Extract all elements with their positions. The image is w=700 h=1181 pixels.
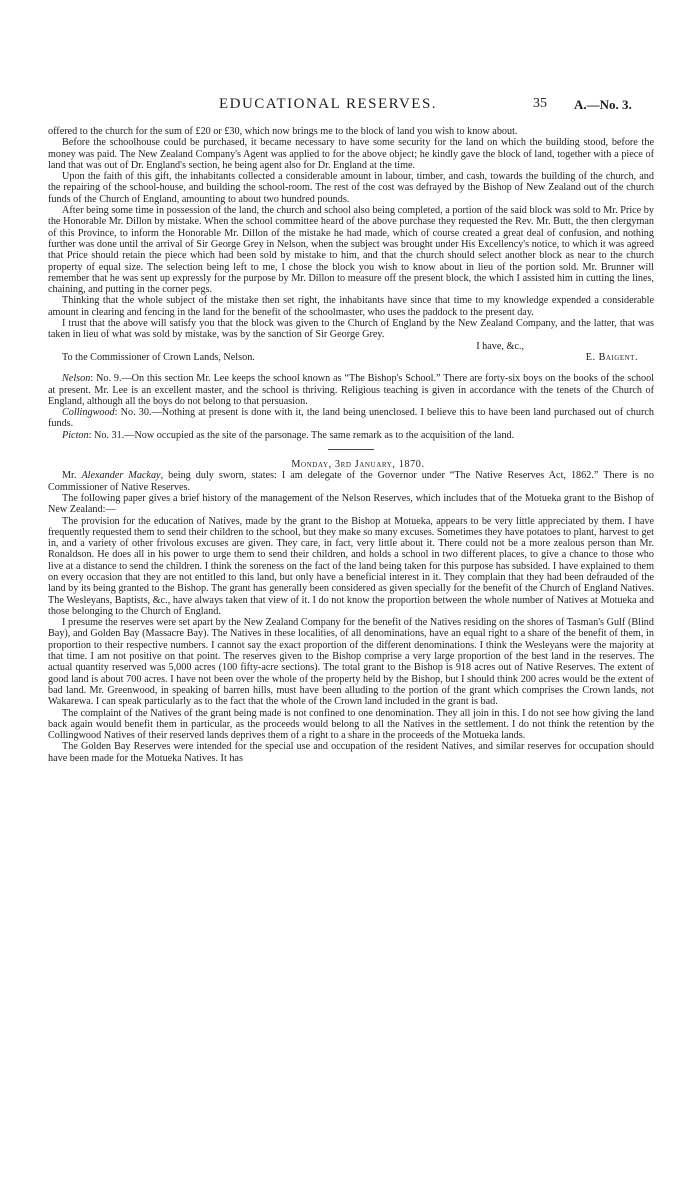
section-place: Picton bbox=[62, 429, 89, 441]
evidence-paragraph: The complaint of the Natives of the grant being made is not confined to one denomination. They all join in this. I do not see how giving the land back again would benefit them in particular, as the proceeds would belong to all the Natives in the settlement. I do not think the retention by the Collingwood Natives of their reserved lands deprives them of a right to a share in the proceeds of the Motueka lands. bbox=[48, 707, 654, 742]
section-text: : No. 31.—Now occupied as the site of the parsonage. The same remark as to the acquisition of the land. bbox=[88, 429, 515, 441]
section-entry-picton bbox=[48, 430, 654, 441]
evidence-intro bbox=[48, 470, 654, 493]
evidence-intro-prefix: Mr. bbox=[62, 470, 82, 482]
section-place: Nelson bbox=[62, 373, 91, 385]
date-heading: Monday, 3rd January, 1870. bbox=[291, 459, 425, 471]
evidence-paragraph: I presume the reserves were set apart by the New Zealand Company for the benefit of the Natives residing on the shores of Tasman's Gulf (Blind Bay), and Golden Bay (Massacre Bay). The Natives in these localities, of all denominations, have an equal right to a share of the benefit of them, in proportion to their respective numbers. I cannot say the exact proportion of the different denominations. I think the Wesleyans were the majority at that time. I am not positive on that point. The reserves given to the Bishop comprise a very large proportion of the best land in the reserves. The actual quantity reserved was 5,000 acres (100 fifty-acre sections). The total grant to the Bishop is 918 acres out of Native Reserves. The extent of good land is about 700 acres. I have not been over the whole of the property held by the Bishop, but I should think 200 acres would be the extent of bad land. Mr. Greenwood, in speaking of barren hills, must have been alluding to the portion of the grant which comprises the Crown lands, not Wakarewa. I can speak particularly as to the fact that the whole of the Crown land included in the grant is bad. bbox=[48, 617, 654, 708]
section-entry-nelson bbox=[48, 373, 654, 407]
body-text bbox=[48, 126, 654, 764]
letter-addressee: To the Commissioner of Crown Lands, Nelson. bbox=[62, 351, 255, 363]
letter-paragraph: Thinking that the whole subject of the mistake then set right, the inhabitants have since that time to my knowledge expended a considerable amount in clearing and fencing in the land for the benefit of the schoolmaster, who uses the paddock to the present day. bbox=[48, 295, 654, 318]
evidence-intro-rest: , being duly sworn, states: I am delegate of the Governor under “The Native Reserves Act, 1862.” There is no Commissioner of Native Reserves. bbox=[48, 470, 654, 493]
letter-paragraph: Before the schoolhouse could be purchased, it became necessary to have some security for the land on which the building stood, before the money was paid. The New Zealand Company's Agent was applied to for the above object; he kindly gave the block of land, together with a piece of land that was out of Dr. England's section, he being agent also for Dr. England at the time. bbox=[48, 137, 654, 171]
evidence-paragraph: The Golden Bay Reserves were intended for the special use and occupation of the resident Natives, and similar reserves for occupation should have been made for the Motueka Natives. It has bbox=[48, 741, 654, 764]
letter-paragraph: Upon the faith of this gift, the inhabitants collected a considerable amount in labour, timber, and cash, towards the building of the church, and the repairing of the school-house, and building the school-room. The rest of the cost was defrayed by the Bishop of New Zealand out of the church funds of the Church of England, amounting to about two hundred pounds. bbox=[48, 171, 654, 205]
section-text: : No. 30.—Nothing at present is done with it, the land being unenclosed. I believe this to have been land purchased out of church funds. bbox=[48, 407, 654, 430]
letter-paragraph: I trust that the above will satisfy you that the block was given to the Church of England by the New Zealand Company, and the latter, that was taken in lieu of what was sold by mistake, was by the sanction of Sir George Grey. bbox=[48, 318, 654, 341]
letter-closing: I have, &c., bbox=[476, 340, 524, 352]
section-divider bbox=[328, 449, 374, 450]
witness-name: Alexander Mackay bbox=[81, 470, 161, 482]
page-number: 35 bbox=[533, 96, 547, 111]
section-text: : No. 9.—On this section Mr. Lee keeps the school known as “The Bishop's School.” There are forty-six boys on the books of the school at present. Mr. Lee is an excellent master, and the school is thriving. Religious teaching is given in accordance with the tenets of the Church of England, although all the boys do not belong to that persuasion. bbox=[48, 373, 654, 407]
series-reference: A.—No. 3. bbox=[574, 97, 632, 112]
letter-signature: E. Baigent. bbox=[585, 351, 638, 363]
running-title: EDUCATIONAL RESERVES. bbox=[218, 96, 438, 112]
section-entry-collingwood bbox=[48, 407, 654, 430]
letter-paragraph: After being some time in possession of the land, the church and school also being completed, a portion of the said block was sold to Mr. Price by the Honorable Mr. Dillon by mistake. When the school committee heard of the above purchase they requested the Rev. Mr. Butt, the then clergyman of this Province, to inform the Honorable Mr. Dillon of the mistake he had made, which of course created a great deal of confusion, and nothing further was done until the arrival of Sir George Grey in Nelson, when the subject was brought under His Excellency's notice, to which it was agreed that Price should retain the piece which had been sold by mistake to him, and that the church should select another block as near to the church property of equal size. The selection being left to me, I chose the block you wish to know about in lieu of the portion sold. Mr. Brunner will remember that he was sent up expressly for the purpose by Mr. Dillon to measure off the present block, the which I assisted him in cutting the lines, chaining, and putting in the corner pegs. bbox=[48, 205, 654, 296]
section-place: Collingwood bbox=[62, 407, 115, 419]
evidence-paragraph: The following paper gives a brief history of the management of the Nelson Reserves, which includes that of the Motueka grant to the Bishop of New Zealand:— bbox=[48, 492, 654, 516]
letter-signature-line bbox=[48, 352, 654, 363]
evidence-paragraph: The provision for the education of Natives, made by the grant to the Bishop at Motueka, appears to be very little appreciated by them. I have frequently requested them to send their children to the school, but they make so many excuses. Sometimes they have potatoes to plant, harvest to get in, and a variety of other frivolous excuses are given. They care, in fact, very little about it. There could not be a more zealous person than Mr. Ronaldson. He does all in his power to urge them to send their children, and holds a school in two different places, to give a chance to those who live at a distance to send the children. I think the soreness on the fact of the land being taken for this purpose has subsided. I have explained to them on every occasion that they are not entitled to this land, but only have a beneficial interest in it. They complain that they had been defrauded of the land by its being granted to the Bishop. The grant has generally been considered as given specially for the benefit of the Church of England Natives. The Wesleyans, Baptists, &c., have always taken that view of it. I do not know the proportion between the whole number of Natives at Motueka and those belonging to the Church of England. bbox=[48, 515, 654, 617]
letter-paragraph: offered to the church for the sum of £20 or £30, which now brings me to the block of land you wish to know about. bbox=[48, 126, 518, 137]
page-header bbox=[0, 96, 700, 116]
